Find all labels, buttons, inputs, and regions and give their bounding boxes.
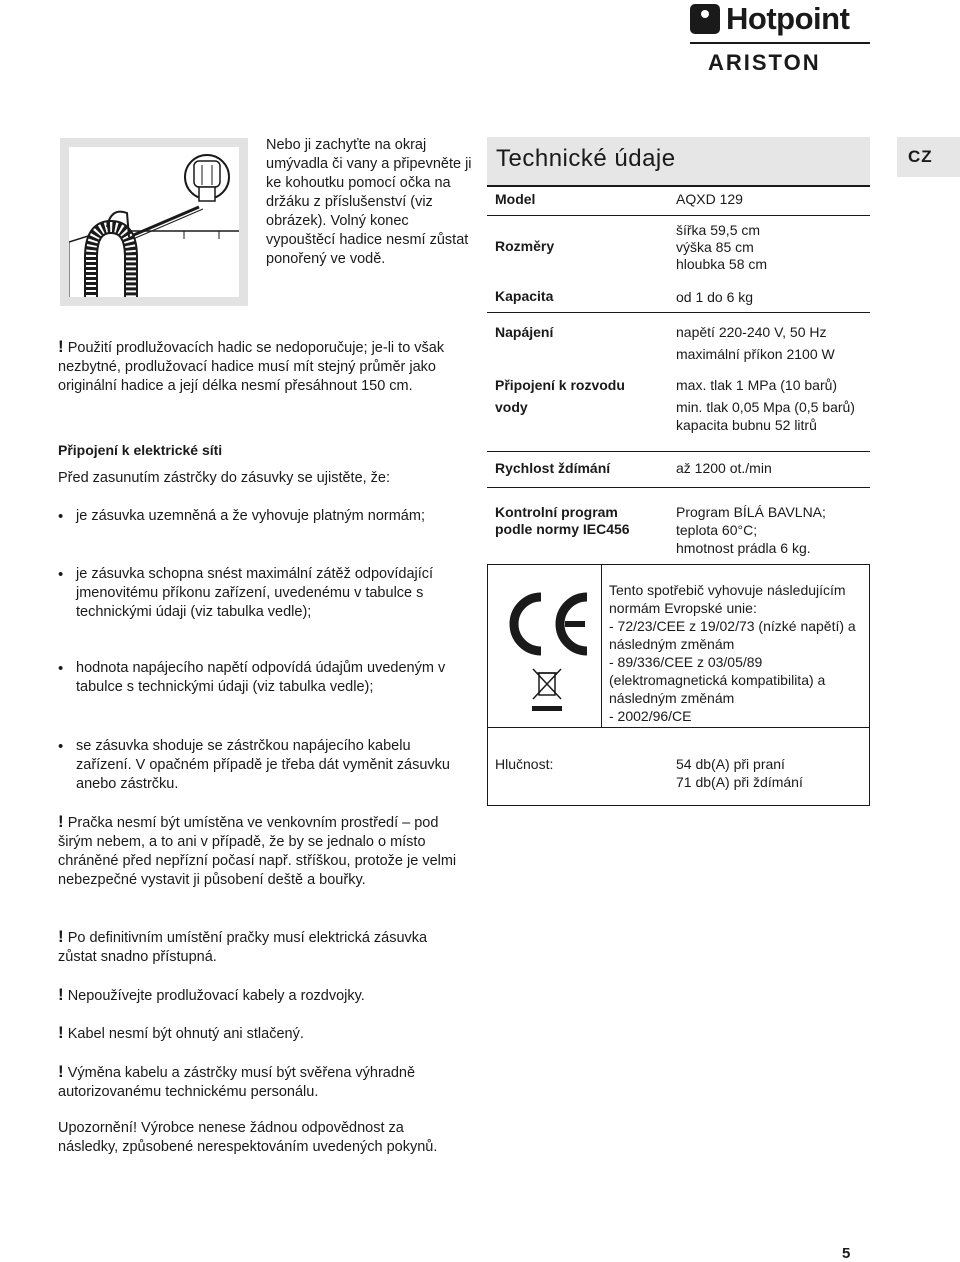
hose-on-tap-icon xyxy=(69,147,239,297)
row-divider xyxy=(487,312,870,313)
row-divider xyxy=(487,487,870,488)
row-divider xyxy=(487,805,870,806)
brand-rule xyxy=(690,42,870,44)
table-left-border xyxy=(487,564,488,806)
warning-icon: ! xyxy=(58,337,64,356)
ce-line: Tento spotřebič vyhovuje následujícím normám Evropské unie: xyxy=(609,582,846,616)
model-value: AQXD 129 xyxy=(676,191,743,207)
ce-text xyxy=(609,581,864,725)
table-right-border xyxy=(869,564,870,806)
dims-width: šířka 59,5 cm xyxy=(676,222,761,238)
warning-text: Výměna kabelu a zástrčky musí být svěřena výhradně autorizovanému technickému personálu. xyxy=(58,1065,416,1100)
brand-name: Hotpoint xyxy=(726,1,850,36)
ce-line: - 2002/96/CE xyxy=(609,708,692,724)
warning-icon: ! xyxy=(58,1062,64,1081)
hose-intro-text: Nebo ji zachyťte na okraj umývadla či vany a připevněte ji ke kohoutku pomocí očka na držáku z příslušenství (viz obrázek). Volný konec vypouštěcí hadice nesmí zůstat ponořený ve vodě. xyxy=(266,137,472,267)
capacity-value: od 1 do 6 kg xyxy=(676,289,754,305)
bullet-item: • hodnota napájecího napětí odpovídá údajům uvedeným v tabulce s technickými údaji (viz tabulka vedle); xyxy=(58,659,468,697)
power-max: maximální příkon 2100 W xyxy=(676,346,835,362)
section-intro: Před zasunutím zástrčky do zásuvky se ujistěte, že: xyxy=(58,470,391,486)
bullet-item: • se zásuvka shoduje se zástrčkou napájecího kabelu zařízení. V opačném případě je třeba dát vyměnit zásuvku anebo zástrčku. xyxy=(58,737,468,794)
brand-mark-icon xyxy=(690,4,720,34)
program-name: Program BÍLÁ BAVLNA; xyxy=(676,504,826,520)
ce-divider xyxy=(601,564,602,727)
section-title: Připojení k elektrické síti xyxy=(58,442,223,458)
dims-label: Rozměry xyxy=(495,238,555,254)
warning-item xyxy=(58,927,458,967)
program-label: Kontrolní program xyxy=(495,504,618,520)
tech-header xyxy=(487,137,870,187)
warning-text: Kabel nesmí být ohnutý ani stlačený. xyxy=(67,1026,304,1042)
row-divider xyxy=(487,564,870,565)
model-label: Model xyxy=(495,191,536,207)
warning-item xyxy=(58,1023,458,1044)
power-label: Napájení xyxy=(495,324,554,340)
ce-line: - 72/23/CEE z 19/02/73 (nízké napětí) a následným změnám xyxy=(609,618,856,652)
warning-icon: ! xyxy=(58,927,64,946)
tech-data-table xyxy=(487,137,870,807)
capacity-label: Kapacita xyxy=(495,288,554,304)
spin-value: až 1200 ot./min xyxy=(676,460,772,476)
page-number: 5 xyxy=(842,1245,851,1262)
warning-text: Nepoužívejte prodlužovací kabely a rozdvojky. xyxy=(67,988,365,1004)
bullet-item: • je zásuvka uzemněná a že vyhovuje platným normám; xyxy=(58,507,468,526)
water-drum: kapacita bubnu 52 litrů xyxy=(676,417,817,433)
language-tab-label: CZ xyxy=(908,147,933,166)
dims-depth: hloubka 58 cm xyxy=(676,256,768,272)
water-min: min. tlak 0,05 Mpa (0,5 barů) xyxy=(676,399,855,415)
row-divider xyxy=(487,727,870,728)
noise-label: Hlučnost: xyxy=(495,756,554,772)
warning-icon: ! xyxy=(58,985,64,1004)
warning-item xyxy=(58,985,458,1006)
warning-icon: ! xyxy=(58,1023,64,1042)
ce-line: - 89/336/CEE z 03/05/89 (elektromagnetická kompatibilita) a následným změnám xyxy=(609,654,826,706)
warning-text: Po definitivním umístění pračky musí elektrická zásuvka zůstat snadno přístupná. xyxy=(58,930,428,965)
program-label-2: podle normy IEC456 xyxy=(495,521,630,537)
row-divider xyxy=(487,451,870,452)
ce-mark-icon xyxy=(501,589,593,659)
notice-text: Upozornění! Výrobce nenese žádnou odpovědnost za následky, způsobené nerespektováním uvedených pokynů. xyxy=(58,1120,438,1155)
program-temp: teplota 60°C; xyxy=(676,522,758,538)
warning-item xyxy=(58,1062,458,1102)
warning-extension-text: Použití prodlužovacích hadic se nedoporučuje; je-li to však nezbytné, prodlužovací hadice musí mít stejný průměr jako originální hadice a její délka nesmí přesáhnout 150 cm. xyxy=(58,340,445,394)
program-load: hmotnost prádla 6 kg. xyxy=(676,540,811,556)
noise-spin: 71 db(A) při ždímání xyxy=(676,774,803,790)
row-divider xyxy=(487,215,870,216)
bullet-item: • je zásuvka schopna snést maximální zátěž odpovídající jmenovitému příkonu zařízení, uvedenému v tabulce s technickými údaji (viz tabulka vedle); xyxy=(58,565,468,622)
brand-logo xyxy=(690,2,872,74)
water-label-2: vody xyxy=(495,399,528,415)
warning-text: Pračka nesmí být umístěna ve venkovním prostředí – pod širým nebem, a to ani v případě, že by se jednalo o místo chráněné před nepřízní počasí např. stříškou, protože je velmi nebezpečné vystavit ji působení deště a bouřky. xyxy=(58,815,457,888)
dims-height: výška 85 cm xyxy=(676,239,754,255)
warning-icon: ! xyxy=(58,812,64,831)
water-label: Připojení k rozvodu xyxy=(495,377,625,393)
language-tab xyxy=(897,137,960,177)
water-max: max. tlak 1 MPa (10 barů) xyxy=(676,377,838,393)
warning-item xyxy=(58,812,458,890)
hose-illustration xyxy=(60,138,248,306)
power-voltage: napětí 220-240 V, 50 Hz xyxy=(676,324,827,340)
warning-extension xyxy=(58,337,458,396)
tech-title: Technické údaje xyxy=(496,145,676,172)
weee-bin-icon xyxy=(530,667,564,713)
brand-subname: ARISTON xyxy=(708,50,821,75)
spin-label: Rychlost ždímání xyxy=(495,460,611,476)
noise-wash: 54 db(A) při praní xyxy=(676,756,785,772)
